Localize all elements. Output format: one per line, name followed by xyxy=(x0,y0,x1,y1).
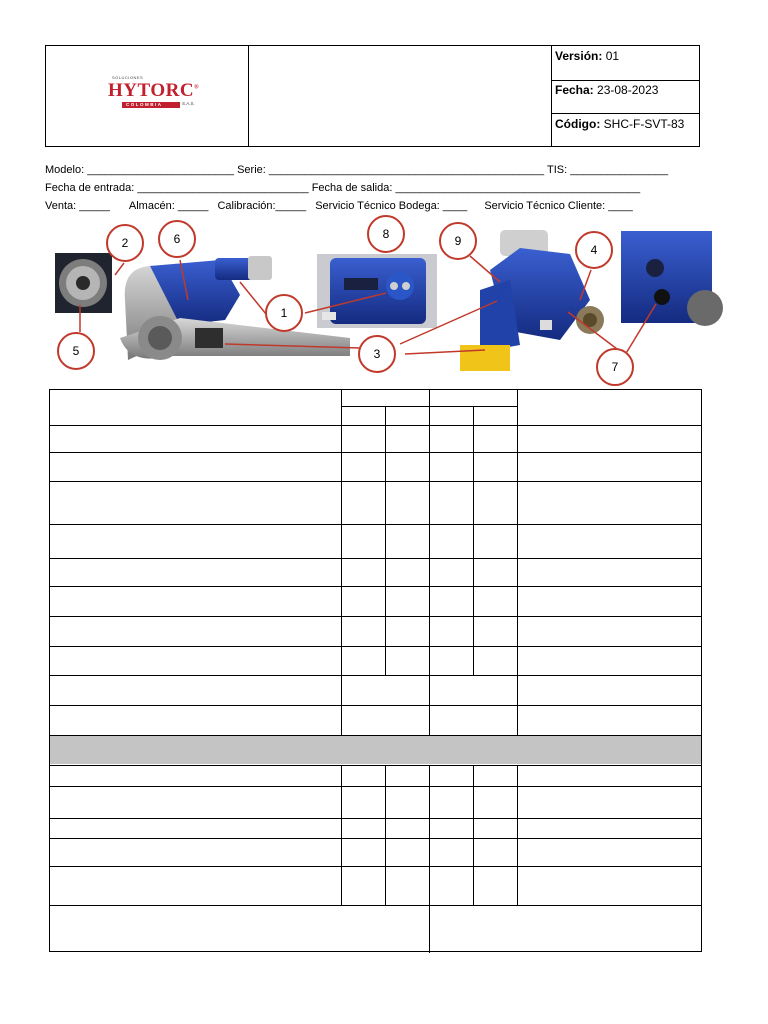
version-cell xyxy=(552,46,699,80)
row-line xyxy=(50,524,701,525)
logo-brand xyxy=(108,80,199,102)
callout-6: 6 xyxy=(158,220,196,258)
header-subdivider xyxy=(342,406,518,407)
code-value: SHC-F-SVT-83 xyxy=(603,117,685,131)
logo-country: COLOMBIA xyxy=(126,101,163,107)
tool-top-photo xyxy=(317,254,437,328)
row-line xyxy=(50,558,701,559)
row-line xyxy=(50,818,701,819)
logo-brand-text: HYTORC xyxy=(108,80,195,101)
version-value: 01 xyxy=(605,49,620,63)
servicio-cliente-field[interactable]: Servicio Técnico Cliente: ____ xyxy=(484,200,633,212)
version-label: Versión: xyxy=(555,49,603,63)
col-line xyxy=(341,390,342,735)
document-header xyxy=(45,45,700,147)
col-line xyxy=(429,765,430,953)
row-line xyxy=(50,586,701,587)
row-line xyxy=(50,481,701,482)
callout-4: 4 xyxy=(575,231,613,269)
col-line xyxy=(385,406,386,675)
col-line xyxy=(385,765,386,905)
col-line xyxy=(341,765,342,905)
header-title-cell xyxy=(249,46,552,146)
date-label: Fecha: xyxy=(555,83,594,97)
section-header-row xyxy=(50,735,701,764)
servicio-bodega-field[interactable]: Servicio Técnico Bodega: ____ xyxy=(315,200,468,212)
gear-closeup-photo xyxy=(55,253,112,313)
service-type-line xyxy=(45,200,633,212)
date-value: 23-08-2023 xyxy=(597,83,659,97)
row-line xyxy=(50,786,701,787)
callout-8: 8 xyxy=(367,215,405,253)
row-line xyxy=(50,705,701,706)
inspection-table xyxy=(49,389,702,952)
logo-small-text: SOLUCIONES xyxy=(112,75,144,80)
col-line xyxy=(473,406,474,675)
row-line xyxy=(50,425,701,426)
col-line xyxy=(517,765,518,905)
row-line xyxy=(50,905,701,906)
row-line xyxy=(50,735,701,736)
row-line xyxy=(50,646,701,647)
logo-cell xyxy=(46,46,249,146)
logo-registered-mark: ® xyxy=(194,84,200,91)
calibracion-field[interactable]: Calibración:_____ xyxy=(217,200,307,212)
col-line xyxy=(473,765,474,905)
col-line xyxy=(429,390,430,735)
callout-9: 9 xyxy=(439,222,477,260)
callout-7: 7 xyxy=(596,348,634,386)
row-line xyxy=(50,838,701,839)
callout-3: 3 xyxy=(358,335,396,373)
entry-exit-date-line[interactable]: Fecha de entrada: ____________________________ Fecha de salida: ________________________________________ xyxy=(45,182,641,194)
date-cell xyxy=(552,80,699,114)
callout-2: 2 xyxy=(106,224,144,262)
logo-suffix: S.A.S. xyxy=(182,101,195,106)
col-line xyxy=(517,390,518,735)
model-serial-tis-line[interactable]: Modelo: ________________________ Serie: _____________________________________________ TIS: ________________ xyxy=(45,164,669,176)
row-line xyxy=(50,675,701,676)
code-label: Código: xyxy=(555,117,601,131)
callout-1: 1 xyxy=(265,294,303,332)
callout-5: 5 xyxy=(57,332,95,370)
venta-field[interactable]: Venta: _____ xyxy=(45,200,110,212)
row-line xyxy=(50,866,701,867)
detail-closeup-photo xyxy=(621,231,723,326)
row-line xyxy=(50,765,701,766)
code-cell xyxy=(552,114,699,146)
row-line xyxy=(50,616,701,617)
row-line xyxy=(50,452,701,453)
almacen-field[interactable]: Almacén: _____ xyxy=(128,200,209,212)
